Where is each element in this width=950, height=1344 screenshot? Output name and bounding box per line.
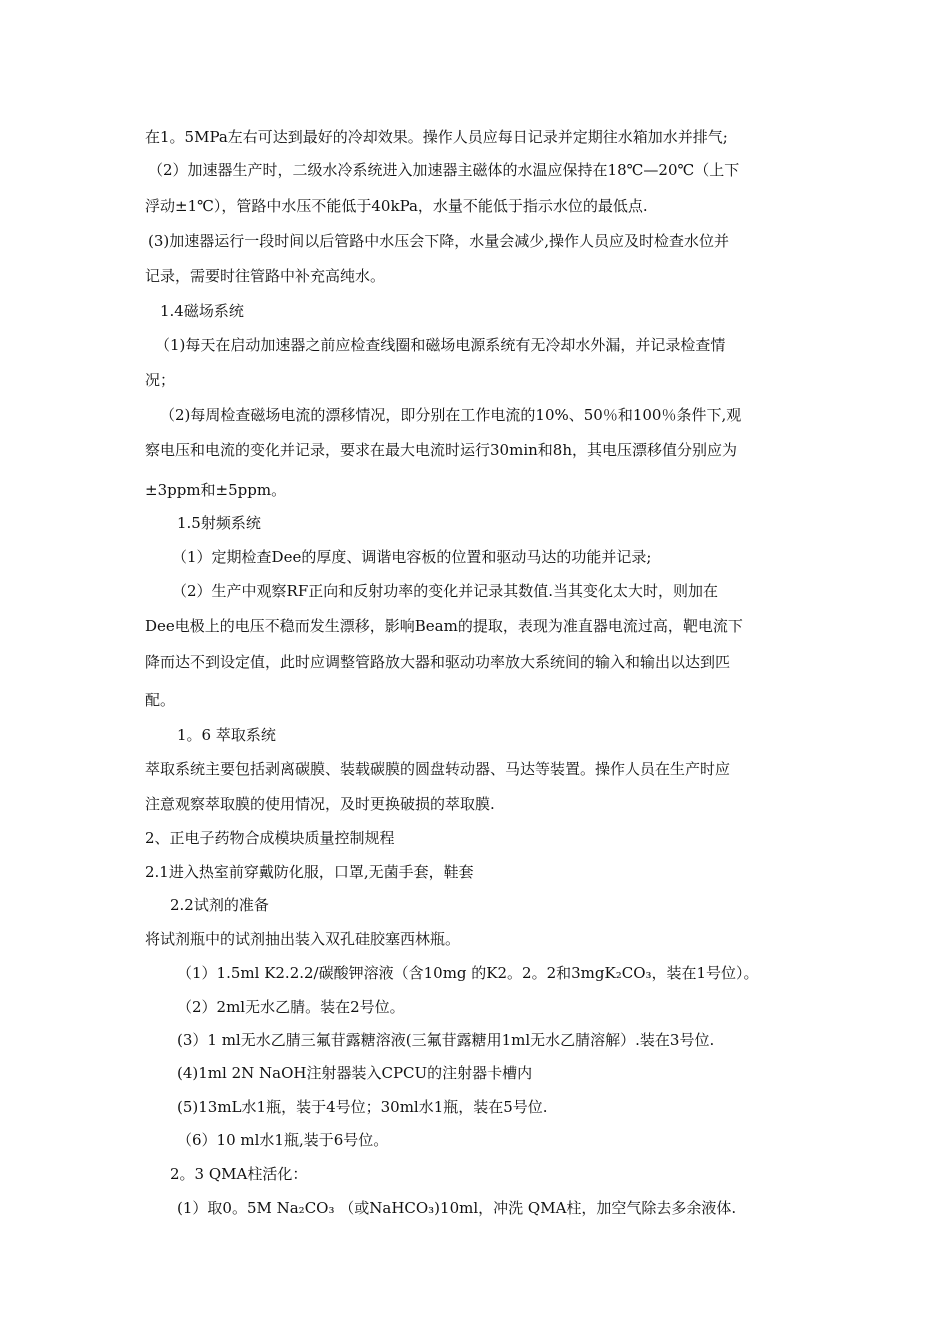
text-line: 配。: [145, 691, 176, 709]
section-heading: 1。6 萃取系统: [177, 726, 276, 744]
list-item: （6）10 ml水1瓶,装于6号位。: [177, 1131, 389, 1149]
section-heading: 1.4磁场系统: [160, 302, 244, 320]
list-item: （1）1.5ml K2.2.2/碳酸钾溶液（含10mg 的K2。2。2和3mgK₂CO₃，装在1号位）。: [177, 964, 759, 982]
text-line: （2）生产中观察RF正向和反射功率的变化并记录其数值.当其变化太大时，则加在: [172, 582, 719, 600]
list-item: (5)13mL水1瓶，装于4号位；30ml水1瓶，装在5号位.: [177, 1098, 548, 1116]
text-line: Dee电极上的电压不稳而发生漂移，影响Beam的提取，表现为准直器电流过高，靶电流下: [145, 617, 743, 635]
text-line: （1)每天在启动加速器之前应检查线圈和磁场电源系统有无冷却水外漏，并记录检查情: [155, 336, 726, 354]
text-line: 浮动±1℃），管路中水压不能低于40kPa，水量不能低于指示水位的最低点.: [145, 197, 648, 215]
text-line: 察电压和电流的变化并记录，要求在最大电流时运行30min和8h，其电压漂移值分别应为: [145, 441, 737, 459]
list-item: (3）1 ml无水乙腈三氟苷露糖溶液(三氟苷露糖用1ml无水乙腈溶解）.装在3号位.: [177, 1031, 715, 1049]
text-line: （2）加速器生产时，二级水冷系统进入加速器主磁体的水温应保持在18℃—20℃（上下: [148, 161, 740, 179]
text-line: 2.1进入热室前穿戴防化服，口罩,无菌手套，鞋套: [145, 863, 474, 881]
text-line: 在1。5MPa左右可达到最好的冷却效果。操作人员应每日记录并定期往水箱加水并排气;: [145, 128, 728, 146]
list-item: （2）2ml无水乙腈。装在2号位。: [177, 998, 405, 1016]
text-line: （1）定期检查Dee的厚度、调谐电容板的位置和驱动马达的功能并记录;: [172, 548, 652, 566]
text-line: （2)每周检查磁场电流的漂移情况，即分别在工作电流的10%、50％和100％条件下,观: [160, 406, 742, 424]
section-heading: 1.5射频系统: [177, 514, 261, 532]
text-line: ±3ppm和±5ppm。: [145, 481, 287, 499]
text-line: 萃取系统主要包括剥离碳膜、装载碳膜的圆盘转动器、马达等装置。操作人员在生产时应: [145, 760, 731, 778]
text-line: 将试剂瓶中的试剂抽出装入双孔硅胶塞西林瓶。: [145, 930, 461, 948]
text-line: (3)加速器运行一段时间以后管路中水压会下降，水量会减少,操作人员应及时检查水位并: [148, 232, 730, 250]
section-heading: 2.2试剂的准备: [170, 896, 269, 914]
text-line: 记录，需要时往管路中补充高纯水。: [145, 267, 386, 285]
section-heading: 2、正电子药物合成模块质量控制规程: [145, 829, 395, 847]
list-item: (4)1ml 2N NaOH注射器装入CPCU的注射器卡槽内: [177, 1064, 533, 1082]
text-line: 降而达不到设定值，此时应调整管路放大器和驱动功率放大系统间的输入和输出以达到匹: [145, 653, 731, 671]
text-line: 况；: [145, 371, 176, 389]
section-heading: 2。3 QMA柱活化：: [170, 1165, 308, 1183]
list-item: (1）取0。5M Na₂CO₃ （或NaHCO₃)10ml，冲洗 QMA柱，加空气除去多余液体.: [177, 1199, 737, 1217]
text-line: 注意观察萃取膜的使用情况，及时更换破损的萃取膜.: [145, 795, 495, 813]
